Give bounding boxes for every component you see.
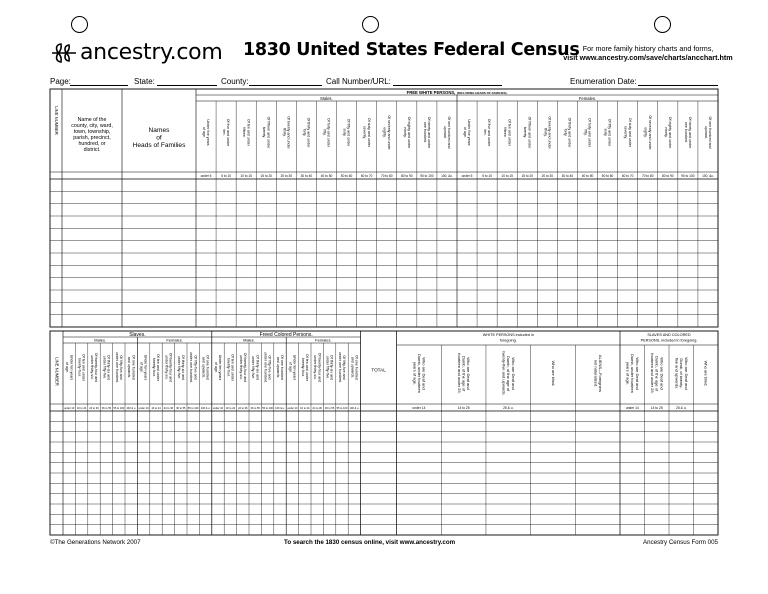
top-age-range-f-9: 70 to 80: [641, 174, 654, 179]
bottom-age-col-6: [140, 355, 148, 381]
bottom-age-col-23-line: and upwards.: [350, 356, 355, 379]
bottom-age-range-0: under 10: [64, 407, 75, 411]
white-col-0-line: years of age.: [412, 361, 418, 386]
top-line-number-header-line: LINE NUMBER: [53, 106, 59, 135]
white-persons-header: foregoing.: [499, 338, 517, 343]
bottom-age-col-9: [177, 355, 185, 380]
top-age-col-m-0: [202, 119, 210, 145]
bottom-age-col-20: [313, 353, 321, 383]
bottom-age-col-16: [264, 352, 272, 383]
bottom-age-col-21-line: under fifty-five.: [325, 355, 330, 380]
bottom-age-col-17-line: Of one hundred: [280, 355, 285, 380]
bottom-age-col-0-line: of age.: [65, 362, 70, 373]
bottom-age-col-0: [65, 355, 73, 381]
top-age-col-m-7-line: sixty.: [342, 128, 347, 137]
slave-range-2: 25 & u.: [676, 406, 687, 411]
bottom-age-col-9-line: Of thirty-six and: [180, 354, 185, 381]
top-age-col-f-6-line: fifty.: [583, 129, 588, 136]
bottom-age-col-2-line: Of twenty-four and: [94, 352, 99, 383]
bottom-age-col-13-line: twenty-four.: [226, 358, 231, 377]
slaves-header: Slaves.: [129, 332, 146, 338]
top-row-8-name-cell[interactable]: [122, 265, 196, 277]
top-age-col-m-5-line: Of thirty and under: [306, 117, 311, 148]
females-header: Females.: [578, 95, 597, 101]
bottom-age-col-8-line: Of twenty-four and: [168, 352, 173, 383]
top-age-col-f-4: [543, 116, 551, 149]
top-age-range-f-12: 100, &c.: [702, 174, 714, 179]
white-col-3: [551, 361, 556, 387]
bottom-age-col-19-line: Of ten and under: [304, 354, 309, 381]
top-age-col-m-2: [242, 119, 250, 147]
bottom-age-range-19: 10 to 24: [300, 407, 310, 411]
names-header-line: Names: [148, 127, 170, 134]
top-age-col-m-7: [343, 119, 351, 147]
top-age-range-f-5: 30 to 40: [561, 174, 574, 179]
bottom-age-col-1-line: Of ten and under: [81, 354, 86, 381]
bottom-age-col-18: [288, 355, 296, 381]
top-age-range-f-7: 50 to 60: [601, 174, 614, 179]
top-age-col-f-6: [583, 118, 591, 148]
top-age-col-m-12-line: Of one hundred and: [447, 116, 452, 149]
bottom-age-range-13: 10 to 24: [225, 407, 236, 411]
top-age-col-m-11-line: Of ninety and under: [427, 116, 432, 149]
slave-col-1-line: fourteen and under 25.: [650, 353, 656, 394]
bottom-age-col-17-line: and upwards.: [275, 356, 280, 379]
slave-col-1-line: Dumb, of the age of: [654, 355, 660, 392]
place-header-line: county, city, ward,: [71, 123, 113, 129]
top-age-col-m-6: [322, 118, 330, 148]
top-age-range-f-0: under 5: [461, 174, 473, 179]
bottom-age-range-6: under 10: [138, 407, 149, 411]
top-age-range-m-2: 10 to 15: [240, 174, 252, 179]
top-age-col-m-2-line: fifteen.: [242, 127, 247, 138]
top-age-col-m-7-line: Of fifty and under: [346, 118, 351, 147]
top-age-col-m-1: [222, 119, 230, 147]
top-age-range-m-3: 15 to 20: [260, 174, 273, 179]
total-header: TOTAL: [371, 367, 386, 373]
footer-copyright: ©The Generations Network 2007: [50, 539, 141, 546]
top-age-range-m-6: 40 to 50: [320, 174, 333, 179]
slave-range-1: 14 to 25: [650, 406, 663, 411]
free-females-header: Females.: [315, 337, 332, 343]
place-header-line: Name of the: [77, 117, 107, 123]
white-col-4-line: not naturalized.: [593, 359, 599, 388]
bottom-age-col-15: [251, 355, 259, 380]
footer: [50, 539, 718, 549]
slave-range-0: under 14: [625, 406, 639, 411]
bottom-age-col-4-line: under one hundred.: [114, 351, 119, 384]
top-age-col-m-1-line: Of five and under: [226, 118, 231, 147]
top-row-9-name-cell[interactable]: [122, 278, 196, 290]
white-range-1: 14 to 25: [457, 406, 470, 411]
bottom-age-col-11: [202, 355, 210, 380]
enumeration-date-label: Enumeration Date:: [570, 77, 637, 86]
top-age-col-m-5-line: forty.: [302, 128, 307, 137]
page-label: Page:: [50, 77, 71, 86]
top-age-col-f-8-line: Of sixty and under: [627, 117, 632, 148]
bottom-age-range-3: 36 to 55: [101, 407, 112, 411]
top-age-col-f-9: [644, 115, 652, 150]
white-range-2: 25 & u.: [503, 406, 514, 411]
free-males-header: Males.: [243, 337, 255, 343]
bottom-table-frame: [50, 331, 718, 535]
white-col-0-line: Dumb, under fourteen: [416, 354, 422, 393]
top-age-col-f-3: [523, 117, 531, 150]
top-age-col-f-11-line: one hundred.: [683, 121, 688, 144]
bottom-age-col-7-line: Of ten and under: [156, 354, 161, 381]
logo-wordmark: ancestry.com: [80, 40, 223, 65]
top-row-3-name-cell[interactable]: [122, 204, 196, 216]
top-row-1-name-cell[interactable]: [122, 179, 196, 191]
place-header-line: district.: [83, 147, 101, 153]
top-age-col-f-9-line: Of seventy and under: [647, 115, 652, 150]
white-col-2: [502, 351, 516, 395]
top-age-col-f-4-line: thirty.: [543, 128, 548, 137]
slave-col-2-line: Dumb, of twenty-: [679, 358, 685, 389]
bottom-age-col-8-line: under thirty-six.: [164, 355, 169, 380]
top-age-col-m-0-line: of age.: [202, 127, 207, 138]
bottom-age-range-7: 10 to 24: [151, 407, 161, 411]
white-range-0: under 14: [412, 406, 426, 411]
top-age-range-m-8: 60 to 70: [360, 174, 373, 179]
bottom-age-col-5-line: Of one hundred: [131, 355, 136, 380]
county-label: County:: [221, 77, 249, 86]
slave-col-0-line: years of age.: [625, 361, 631, 386]
white-col-2-line: Who are Deaf and: [510, 357, 516, 390]
bottom-age-col-19: [301, 354, 309, 382]
white-col-1: [457, 353, 471, 393]
white-col-0-line: Who are Deaf and: [421, 357, 427, 390]
bottom-age-range-8: 24 to 36: [163, 407, 174, 411]
place-header-line: hundred, or: [78, 141, 106, 147]
bottom-age-range-5: 100 & u.: [126, 407, 137, 411]
top-age-range-f-2: 10 to 15: [501, 174, 513, 179]
top-age-col-m-11-line: one hundred.: [422, 121, 427, 144]
slave-col-3: [704, 361, 709, 387]
bottom-age-col-6-line: Under ten years: [143, 354, 148, 381]
top-age-range-f-8: 60 to 70: [621, 174, 634, 179]
place-header-line: parish, precinct,: [73, 135, 111, 141]
slave-col-0-line: Dumb, under fourteen: [630, 354, 636, 393]
slave-col-0-line: Who are Deaf and: [634, 357, 640, 390]
bottom-age-range-15: 36 to 55: [250, 407, 260, 411]
place-header-line: town, township,: [73, 129, 111, 135]
top-row-6-name-cell[interactable]: [122, 241, 196, 253]
top-age-col-f-5-line: forty.: [563, 128, 568, 137]
top-age-col-m-12-line: upward.: [442, 126, 447, 139]
top-age-col-f-7: [604, 119, 612, 147]
top-age-range-f-3: 15 to 20: [521, 174, 534, 179]
bottom-age-col-22-line: under one hundred.: [337, 351, 342, 384]
bottom-age-col-3: [102, 355, 110, 380]
bottom-age-col-9-line: under fifty-five.: [176, 355, 181, 380]
bottom-age-col-4: [115, 352, 123, 383]
top-row-11-name-cell[interactable]: [122, 302, 196, 314]
slaves-colored-header: SLAVES AND COLORED: [647, 333, 691, 337]
bottom-age-col-14-line: Of twenty-four and: [242, 352, 247, 383]
bottom-age-range-12: under 10: [212, 407, 224, 411]
bottom-age-range-23: 100 & u.: [349, 407, 360, 411]
bottom-age-col-12-line: Under ten years: [218, 354, 223, 381]
bottom-age-range-2: 24 to 36: [89, 407, 99, 411]
top-age-col-f-5: [563, 118, 571, 149]
top-age-col-f-1-line: ten.: [483, 129, 488, 136]
bottom-age-col-7-line: twenty-four.: [151, 358, 156, 377]
bottom-age-col-20-line: Of twenty-four and: [317, 352, 322, 383]
bottom-age-col-2-line: under thirty-six.: [89, 355, 94, 380]
bottom-age-range-21: 36 to 55: [324, 407, 335, 411]
top-age-col-m-10-line: ninety.: [402, 127, 407, 138]
top-age-range-m-4: 20 to 30: [280, 174, 293, 179]
bottom-age-col-6-line: of age.: [139, 362, 144, 373]
slaves-colored-header: PERSONS, included in foregoing.: [640, 338, 698, 343]
bottom-age-col-13: [226, 354, 234, 382]
top-age-col-f-12-line: upward.: [703, 126, 708, 139]
top-age-col-m-9-line: eighty.: [382, 127, 387, 138]
bottom-age-col-2: [90, 353, 98, 383]
top-age-col-f-2: [503, 119, 511, 147]
top-row-4-name-cell[interactable]: [122, 216, 196, 228]
free-white-header-small: (INCLUDING HEADS OF FAMILIES).: [456, 90, 508, 95]
top-age-col-f-0-line: Under five years: [467, 119, 472, 146]
bottom-age-col-16-line: under one hundred.: [263, 351, 268, 384]
top-age-col-m-6-line: Of forty and under: [326, 118, 331, 147]
bottom-age-col-0-line: Under ten years: [69, 354, 74, 381]
slave-col-2-line: Who are Deaf and: [683, 357, 689, 390]
bottom-age-range-11: 100 & u.: [200, 407, 211, 411]
bottom-age-col-17: [276, 355, 284, 380]
top-age-range-m-0: under 5: [200, 174, 212, 179]
top-age-col-f-0-line: of age.: [463, 127, 468, 138]
bottom-age-col-10-line: under one hundred.: [189, 351, 194, 384]
free-white-header-text: FREE WHITE PERSONS,: [406, 89, 456, 95]
top-age-range-f-10: 80 to 90: [662, 174, 674, 179]
bottom-age-col-16-line: Of fifty-five and: [267, 355, 272, 380]
top-age-col-f-4-line: Of twenty and under: [547, 116, 552, 149]
bottom-age-col-1: [78, 354, 86, 382]
slave-col-1: [650, 353, 664, 393]
top-age-range-m-11: 90 to 100: [420, 174, 434, 179]
top-age-col-m-3-line: Of fifteen and under: [266, 116, 271, 149]
top-age-col-f-11: [684, 117, 692, 149]
top-age-col-f-12-line: Of one hundred and: [708, 116, 713, 149]
bottom-age-col-14: [239, 353, 247, 383]
bottom-age-col-13-line: Of ten and under: [230, 354, 235, 381]
top-age-col-f-2-line: Of ten and under: [507, 119, 512, 146]
white-col-1-line: fourteen and under 25.: [456, 353, 462, 394]
top-line-number-header: [54, 106, 59, 135]
top-age-col-m-4-line: Of twenty and under: [286, 116, 291, 149]
bottom-age-col-14-line: under thirty-six.: [238, 355, 243, 380]
page-title: 1830 United States Federal Census: [243, 40, 580, 60]
state-label: State:: [134, 77, 155, 86]
top-age-range-m-5: 30 to 40: [300, 174, 313, 179]
charts-info-line1: For more family history charts and forms,: [582, 44, 714, 53]
bottom-age-col-15-line: Of thirty-six and: [255, 354, 260, 381]
bottom-age-range-20: 24 to 36: [312, 407, 322, 411]
bottom-age-col-11-line: Of one hundred: [205, 355, 210, 380]
footer-form-number: Ancestry Census Form 005: [643, 539, 718, 546]
slave-col-3-line: Who are blind.: [703, 360, 709, 387]
bottom-age-col-10: [189, 352, 197, 383]
names-header-line: Heads of Families: [132, 142, 186, 149]
top-age-range-m-10: 80 to 90: [401, 174, 413, 179]
top-age-col-m-10: [403, 117, 411, 149]
top-age-col-f-8: [624, 118, 632, 148]
free-colored-header: Freed Colored Persons.: [259, 332, 313, 338]
bottom-age-col-12-line: of age.: [213, 362, 218, 373]
top-age-col-m-3: [262, 117, 270, 150]
bottom-age-range-16: 55 to 100: [262, 407, 274, 411]
top-age-col-m-1-line: ten.: [222, 129, 227, 136]
charts-info-line2: visit www.ancestry.com/save/charts/ancchart.htm: [563, 53, 733, 62]
bottom-age-col-3-line: under fifty-five.: [102, 355, 107, 380]
white-col-3-line: Who are blind.: [550, 360, 556, 387]
bottom-age-col-22-line: Of fifty-five and: [342, 355, 347, 380]
bottom-age-col-4-line: Of fifty-five and: [118, 355, 123, 380]
top-age-col-f-3-line: Of fifteen and under: [527, 116, 532, 149]
white-col-0: [412, 354, 426, 393]
top-age-col-f-10: [664, 117, 672, 149]
top-row-7-name-cell[interactable]: [122, 253, 196, 265]
top-age-col-f-5-line: Of thirty and under: [567, 117, 572, 148]
top-age-range-f-1: 5 to 10: [482, 174, 492, 179]
top-row-10-name-cell[interactable]: [122, 290, 196, 302]
top-age-range-m-1: 5 to 10: [221, 174, 231, 179]
top-age-col-m-2-line: Of ten and under: [246, 119, 251, 146]
slave-col-1-line: Who are Deaf and: [659, 357, 665, 390]
males-header: Males.: [320, 95, 333, 101]
names-header-line: of: [156, 134, 162, 142]
top-age-col-f-11-line: Of ninety and under: [688, 116, 693, 149]
top-age-col-m-3-line: twenty.: [262, 126, 267, 139]
bottom-age-col-18-line: Under ten years: [292, 354, 297, 381]
white-col-1-line: Who are Deaf and: [466, 357, 472, 390]
slave-col-2: [675, 357, 689, 389]
bottom-age-col-5: [127, 355, 135, 380]
white-col-2-line: twenty-five and upwards.: [501, 351, 507, 396]
bottom-age-col-18-line: of age.: [288, 362, 293, 373]
bottom-age-col-20-line: under thirty-six.: [313, 355, 318, 380]
top-age-range-m-12: 100, &c.: [441, 174, 453, 179]
white-col-4: [593, 355, 603, 392]
top-age-col-f-3-line: twenty.: [523, 126, 528, 139]
top-age-col-m-0-line: Under five years: [206, 119, 211, 146]
bottom-age-range-18: under 10: [287, 407, 298, 411]
top-age-range-f-6: 40 to 50: [581, 174, 594, 179]
bottom-age-col-15-line: under fifty-five.: [251, 355, 256, 380]
bottom-age-range-1: 10 to 24: [76, 407, 87, 411]
top-age-col-f-2-line: fifteen.: [503, 127, 508, 138]
top-age-col-m-4-line: thirty.: [282, 128, 287, 137]
bottom-age-col-19-line: twenty-four.: [300, 358, 305, 377]
top-age-col-f-6-line: Of forty and under: [587, 118, 592, 147]
bottom-age-range-17: 100 & u.: [275, 407, 285, 411]
free-white-header: [407, 90, 508, 95]
call-number-label: Call Number/URL:: [326, 77, 391, 86]
top-row-5-name-cell[interactable]: [122, 228, 196, 240]
bottom-age-col-8: [164, 353, 172, 383]
top-age-col-m-5: [302, 118, 310, 149]
bottom-line-number-header: [54, 357, 59, 386]
bottom-age-col-12: [214, 355, 222, 381]
top-age-col-f-12: [704, 117, 712, 149]
slaves-females-header: Females.: [166, 337, 183, 343]
top-age-col-m-8-line: Of sixty and under: [366, 117, 371, 148]
top-age-col-f-10-line: ninety.: [663, 127, 668, 138]
slave-col-0: [626, 354, 640, 393]
top-age-col-m-6-line: fifty.: [322, 129, 327, 136]
bottom-age-col-3-line: Of thirty-six and: [106, 354, 111, 381]
slave-col-2-line: five and upwards.: [674, 357, 680, 390]
bottom-age-col-7: [152, 354, 160, 382]
bottom-age-col-1-line: twenty-four.: [77, 358, 82, 377]
top-age-range-f-11: 90 to 100: [681, 174, 695, 179]
top-age-range-m-7: 50 to 60: [340, 174, 353, 179]
bottom-age-col-23-line: Of one hundred: [354, 355, 359, 380]
bottom-age-range-9: 36 to 55: [176, 407, 186, 411]
top-age-col-f-10-line: Of eighty and under: [667, 116, 672, 149]
bottom-age-col-5-line: and upwards.: [127, 356, 132, 379]
top-age-col-m-9-line: Of seventy and under: [386, 115, 391, 150]
bottom-age-range-4: 55 to 100: [113, 407, 125, 411]
top-age-range-f-4: 20 to 30: [541, 174, 554, 179]
white-col-2-line: Dumb, of the age of: [506, 355, 512, 392]
bottom-age-col-22: [338, 352, 346, 383]
bottom-age-col-23: [350, 355, 358, 380]
top-row-2-name-cell[interactable]: [122, 191, 196, 203]
top-age-col-f-0: [463, 119, 471, 145]
top-row-12-name-cell[interactable]: [122, 315, 196, 327]
top-age-range-m-9: 70 to 80: [380, 174, 393, 179]
top-age-col-f-8-line: seventy.: [623, 125, 628, 140]
white-persons-header: WHITE PERSONS included in: [482, 333, 534, 337]
bottom-age-range-10: 55 to 100: [187, 407, 199, 411]
bottom-line-number-header-line: LINE NUMBER: [54, 357, 60, 386]
top-table: [50, 89, 718, 327]
top-age-col-m-12: [443, 117, 451, 149]
bottom-age-col-11-line: and upwards.: [201, 356, 206, 379]
top-age-col-m-8-line: seventy.: [362, 125, 367, 140]
bottom-age-col-10-line: Of fifty-five and: [193, 355, 198, 380]
bottom-table: [50, 331, 718, 535]
slaves-males-header: Males.: [94, 337, 107, 343]
footer-search: To search the 1830 census online, visit www.ancestry.com: [284, 539, 456, 546]
top-age-col-f-7-line: sixty.: [603, 128, 608, 137]
top-age-col-f-7-line: Of fifty and under: [607, 118, 612, 147]
top-age-col-m-4: [282, 116, 290, 149]
top-age-col-f-1-line: Of five and under: [487, 118, 492, 147]
top-age-col-m-8: [363, 118, 371, 148]
bottom-age-col-21-line: Of thirty-six and: [329, 354, 334, 381]
bottom-age-range-14: 24 to 36: [238, 407, 248, 411]
white-col-4-line: ALIENS—Foreigners: [597, 354, 603, 393]
top-age-col-m-11: [423, 117, 431, 149]
bottom-age-range-22: 55 to 100: [336, 407, 348, 411]
top-age-col-m-9: [383, 115, 391, 150]
top-age-col-m-10-line: Of eighty and under: [406, 116, 411, 149]
white-col-1-line: Dumb, of the age of: [461, 355, 467, 392]
bottom-age-col-21: [326, 355, 334, 380]
top-age-col-f-1: [483, 119, 491, 147]
top-age-col-f-9-line: eighty.: [643, 127, 648, 138]
